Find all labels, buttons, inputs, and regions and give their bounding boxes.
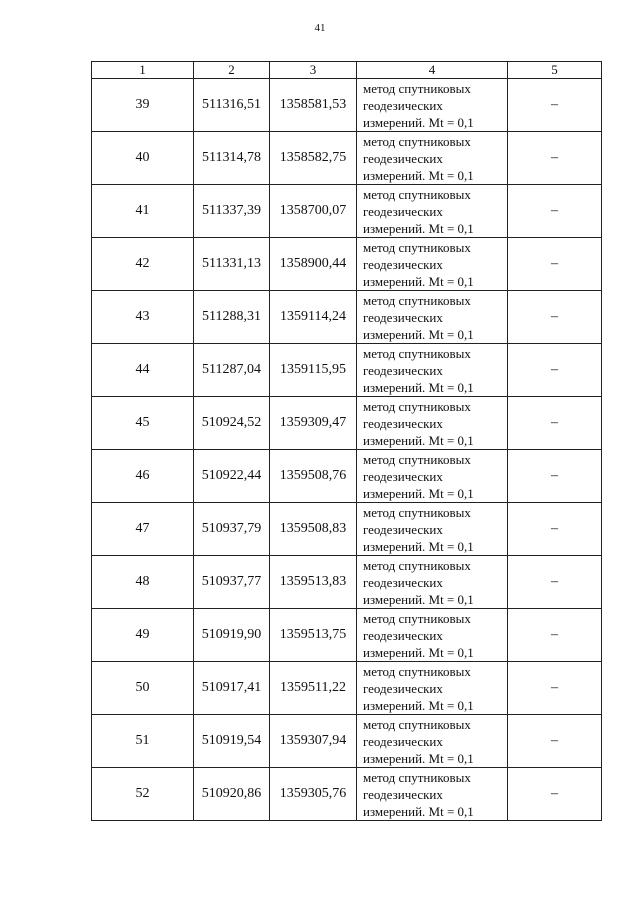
note-cell: – — [508, 609, 602, 662]
page-number: 41 — [314, 22, 326, 34]
point-number-cell: 49 — [92, 609, 194, 662]
table-row — [92, 503, 602, 556]
table-row — [92, 715, 602, 768]
point-number-cell: 41 — [92, 185, 194, 238]
table-row — [92, 768, 602, 821]
note-cell: – — [508, 556, 602, 609]
y-coordinate-cell: 1359307,94 — [270, 715, 357, 768]
x-coordinate-cell: 511337,39 — [194, 185, 270, 238]
note-cell: – — [508, 768, 602, 821]
method-text-line: измерений. Mt = 0,1 — [363, 644, 474, 660]
method-text-line: геодезических — [363, 309, 443, 325]
x-coordinate-cell: 511331,13 — [194, 238, 270, 291]
table-row — [92, 185, 602, 238]
table-row — [92, 450, 602, 503]
header-row — [92, 62, 602, 79]
method-text-line: измерений. Mt = 0,1 — [363, 697, 474, 713]
table-row — [92, 609, 602, 662]
method-cell — [357, 79, 508, 132]
y-coordinate-cell: 1358581,53 — [270, 79, 357, 132]
table-row — [92, 344, 602, 397]
method-text-line: метод спутниковых — [363, 398, 471, 414]
x-coordinate-cell: 510924,52 — [194, 397, 270, 450]
method-text-line: метод спутниковых — [363, 186, 471, 202]
method-text-line: геодезических — [363, 468, 443, 484]
header-col-1: 1 — [92, 62, 194, 79]
method-text-line: метод спутниковых — [363, 504, 471, 520]
method-text-line: геодезических — [363, 415, 443, 431]
point-number-cell: 39 — [92, 79, 194, 132]
method-text-line: измерений. Mt = 0,1 — [363, 538, 474, 554]
x-coordinate-cell: 511316,51 — [194, 79, 270, 132]
method-text-line: геодезических — [363, 680, 443, 696]
method-text-line: метод спутниковых — [363, 663, 471, 679]
method-text-line: метод спутниковых — [363, 451, 471, 467]
method-text-line: геодезических — [363, 786, 443, 802]
method-text-line: геодезических — [363, 203, 443, 219]
y-coordinate-cell: 1359513,83 — [270, 556, 357, 609]
note-cell: – — [508, 132, 602, 185]
table-row — [92, 291, 602, 344]
table-row — [92, 132, 602, 185]
method-cell — [357, 344, 508, 397]
method-text-line: измерений. Mt = 0,1 — [363, 114, 474, 130]
method-text-line: измерений. Mt = 0,1 — [363, 485, 474, 501]
table-row — [92, 238, 602, 291]
method-text-line: геодезических — [363, 627, 443, 643]
method-cell — [357, 768, 508, 821]
method-cell — [357, 503, 508, 556]
note-cell: – — [508, 79, 602, 132]
note-cell: – — [508, 238, 602, 291]
point-number-cell: 52 — [92, 768, 194, 821]
y-coordinate-cell: 1359508,76 — [270, 450, 357, 503]
x-coordinate-cell: 510937,79 — [194, 503, 270, 556]
x-coordinate-cell: 510937,77 — [194, 556, 270, 609]
note-cell: – — [508, 291, 602, 344]
table-row — [92, 662, 602, 715]
method-cell — [357, 662, 508, 715]
note-cell: – — [508, 344, 602, 397]
method-cell — [357, 556, 508, 609]
note-cell: – — [508, 662, 602, 715]
note-cell: – — [508, 715, 602, 768]
method-cell — [357, 291, 508, 344]
point-number-cell: 47 — [92, 503, 194, 556]
method-text-line: метод спутниковых — [363, 239, 471, 255]
y-coordinate-cell: 1358700,07 — [270, 185, 357, 238]
header-col-5: 5 — [508, 62, 602, 79]
point-number-cell: 43 — [92, 291, 194, 344]
table-row — [92, 79, 602, 132]
point-number-cell: 51 — [92, 715, 194, 768]
method-text-line: геодезических — [363, 362, 443, 378]
method-cell — [357, 609, 508, 662]
method-cell — [357, 450, 508, 503]
method-text-line: метод спутниковых — [363, 345, 471, 361]
note-cell: – — [508, 397, 602, 450]
x-coordinate-cell: 510917,41 — [194, 662, 270, 715]
point-number-cell: 50 — [92, 662, 194, 715]
method-text-line: измерений. Mt = 0,1 — [363, 432, 474, 448]
y-coordinate-cell: 1359305,76 — [270, 768, 357, 821]
y-coordinate-cell: 1359114,24 — [270, 291, 357, 344]
y-coordinate-cell: 1358900,44 — [270, 238, 357, 291]
y-coordinate-cell: 1359511,22 — [270, 662, 357, 715]
x-coordinate-cell: 510922,44 — [194, 450, 270, 503]
method-text-line: измерений. Mt = 0,1 — [363, 750, 474, 766]
method-text-line: геодезических — [363, 150, 443, 166]
method-text-line: измерений. Mt = 0,1 — [363, 273, 474, 289]
method-text-line: геодезических — [363, 574, 443, 590]
method-text-line: измерений. Mt = 0,1 — [363, 591, 474, 607]
note-cell: – — [508, 450, 602, 503]
table-row — [92, 397, 602, 450]
y-coordinate-cell: 1359309,47 — [270, 397, 357, 450]
point-number-cell: 42 — [92, 238, 194, 291]
coordinates-table — [91, 61, 602, 821]
method-cell — [357, 185, 508, 238]
y-coordinate-cell: 1359508,83 — [270, 503, 357, 556]
table-body — [92, 79, 602, 821]
point-number-cell: 46 — [92, 450, 194, 503]
method-text-line: измерений. Mt = 0,1 — [363, 803, 474, 819]
method-text-line: метод спутниковых — [363, 133, 471, 149]
point-number-cell: 44 — [92, 344, 194, 397]
point-number-cell: 45 — [92, 397, 194, 450]
y-coordinate-cell: 1358582,75 — [270, 132, 357, 185]
method-text-line: измерений. Mt = 0,1 — [363, 379, 474, 395]
header-col-3: 3 — [270, 62, 357, 79]
y-coordinate-cell: 1359115,95 — [270, 344, 357, 397]
method-text-line: метод спутниковых — [363, 557, 471, 573]
method-cell — [357, 238, 508, 291]
point-number-cell: 40 — [92, 132, 194, 185]
table-row — [92, 556, 602, 609]
method-text-line: геодезических — [363, 97, 443, 113]
method-text-line: метод спутниковых — [363, 80, 471, 96]
y-coordinate-cell: 1359513,75 — [270, 609, 357, 662]
method-text-line: геодезических — [363, 733, 443, 749]
method-text-line: метод спутниковых — [363, 610, 471, 626]
method-text-line: геодезических — [363, 521, 443, 537]
method-text-line: геодезических — [363, 256, 443, 272]
method-text-line: измерений. Mt = 0,1 — [363, 326, 474, 342]
point-number-cell: 48 — [92, 556, 194, 609]
x-coordinate-cell: 511288,31 — [194, 291, 270, 344]
x-coordinate-cell: 510919,90 — [194, 609, 270, 662]
x-coordinate-cell: 511287,04 — [194, 344, 270, 397]
method-text-line: измерений. Mt = 0,1 — [363, 220, 474, 236]
header-col-4: 4 — [357, 62, 508, 79]
note-cell: – — [508, 503, 602, 556]
method-cell — [357, 715, 508, 768]
method-cell — [357, 397, 508, 450]
x-coordinate-cell: 510919,54 — [194, 715, 270, 768]
method-text-line: метод спутниковых — [363, 769, 471, 785]
header-col-2: 2 — [194, 62, 270, 79]
x-coordinate-cell: 510920,86 — [194, 768, 270, 821]
method-text-line: метод спутниковых — [363, 292, 471, 308]
method-cell — [357, 132, 508, 185]
method-text-line: измерений. Mt = 0,1 — [363, 167, 474, 183]
method-text-line: метод спутниковых — [363, 716, 471, 732]
note-cell: – — [508, 185, 602, 238]
x-coordinate-cell: 511314,78 — [194, 132, 270, 185]
